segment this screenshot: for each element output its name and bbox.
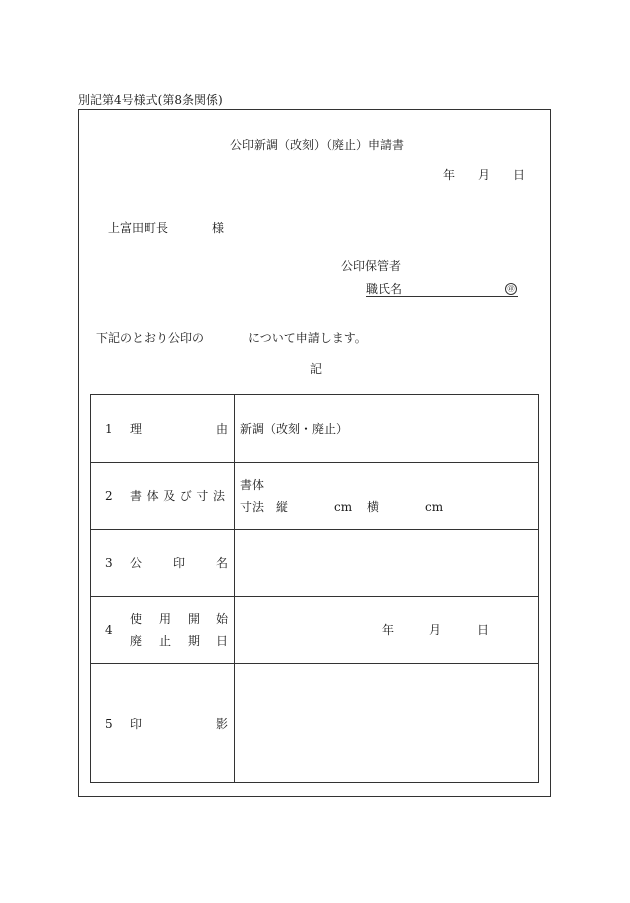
row3-label-part: 名 bbox=[216, 556, 229, 570]
row2-size-label: 寸法 bbox=[240, 500, 265, 514]
row3-label-part: 公 bbox=[130, 556, 143, 570]
row1-label-part: 由 bbox=[216, 422, 229, 436]
row4-label-bottom-char: 止 bbox=[159, 634, 172, 648]
row1-label-part: 理 bbox=[130, 422, 143, 436]
form-number-note: 別記第4号様式(第8条関係) bbox=[78, 93, 223, 107]
application-table bbox=[90, 394, 539, 783]
applicant-name-label: 職氏名 bbox=[366, 282, 403, 296]
seal-mark: ㊞ bbox=[505, 283, 517, 295]
date-day-label: 日 bbox=[513, 168, 526, 182]
table-row-divider bbox=[91, 596, 538, 597]
row5-label-part: 影 bbox=[216, 717, 229, 731]
table-row-divider bbox=[91, 462, 538, 463]
row4-label-top-char: 始 bbox=[216, 612, 229, 626]
intro-tail: について申請します。 bbox=[248, 331, 367, 345]
row5-label-part: 印 bbox=[130, 717, 143, 731]
row2-horizontal-label: 横 bbox=[367, 500, 380, 514]
row4-year-label: 年 bbox=[382, 623, 395, 637]
row4-month-label: 月 bbox=[429, 623, 442, 637]
row4-day-label: 日 bbox=[477, 623, 490, 637]
addressee-honorific: 様 bbox=[212, 221, 225, 235]
addressee-name: 上富田町長 bbox=[108, 221, 169, 235]
row5-number: 5 bbox=[105, 717, 113, 731]
applicant-heading: 公印保管者 bbox=[341, 259, 402, 273]
ki-heading: 記 bbox=[310, 362, 323, 376]
date-month-label: 月 bbox=[478, 168, 491, 182]
row4-label-top-char: 使 bbox=[130, 612, 143, 626]
row4-label-bottom-char: 日 bbox=[216, 634, 229, 648]
row3-label-part: 印 bbox=[173, 556, 186, 570]
row2-cm-unit: cm bbox=[334, 500, 353, 514]
row3-number: 3 bbox=[105, 556, 113, 570]
row4-label-top-char: 開 bbox=[188, 612, 201, 626]
row2-typeface-label: 書体 bbox=[240, 478, 265, 492]
table-column-divider bbox=[234, 395, 235, 782]
row2-vertical-label: 縦 bbox=[276, 500, 289, 514]
applicant-name-underline bbox=[366, 296, 518, 297]
row1-number: 1 bbox=[105, 422, 113, 436]
table-row-divider bbox=[91, 529, 538, 530]
row4-label-bottom-char: 廃 bbox=[130, 634, 143, 648]
form-title: 公印新調（改刻）（廃止）申請書 bbox=[230, 138, 405, 152]
row2-cm-unit: cm bbox=[425, 500, 444, 514]
row4-label-top-char: 用 bbox=[159, 612, 172, 626]
intro-lead: 下記のとおり公印の bbox=[96, 331, 205, 345]
date-year-label: 年 bbox=[443, 168, 456, 182]
row4-number: 4 bbox=[105, 623, 113, 637]
row2-number: 2 bbox=[105, 489, 113, 503]
row4-label-bottom-char: 期 bbox=[188, 634, 201, 648]
table-row-divider bbox=[91, 663, 538, 664]
row2-label: 書体及び寸法 bbox=[130, 489, 230, 503]
row1-content: 新調（改刻・廃止） bbox=[240, 422, 349, 436]
